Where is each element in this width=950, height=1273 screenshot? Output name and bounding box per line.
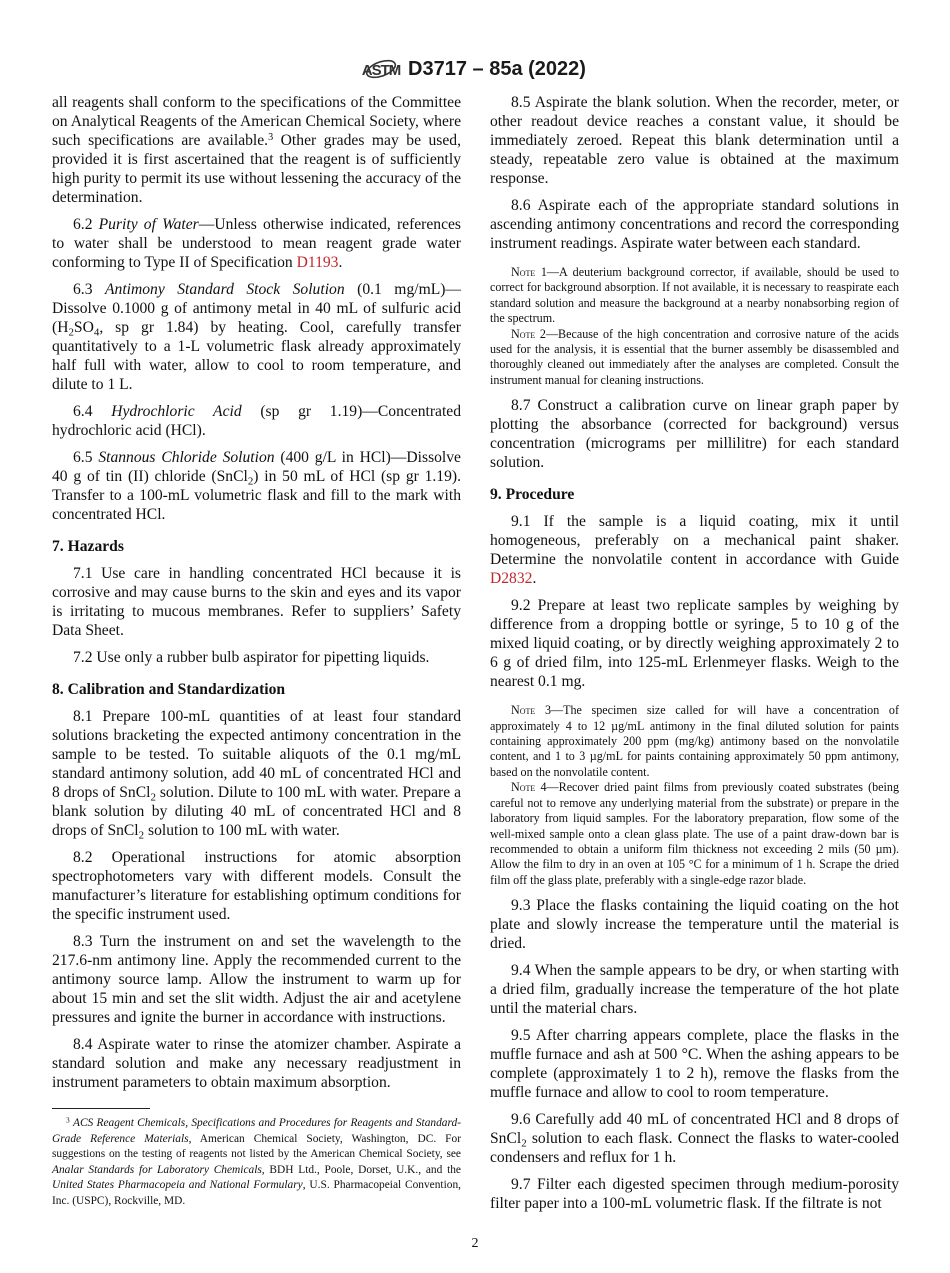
svg-text:ASTM: ASTM: [361, 62, 401, 79]
text-run: all reagents shall conform to the specifications of the Committee on Analytical Reagents of the American Chemical Society, where such specifications are available.: [52, 94, 461, 149]
paragraph: [490, 512, 899, 588]
note-label: Note: [511, 326, 536, 341]
subscript: 2: [247, 475, 254, 488]
paragraph: [52, 448, 461, 524]
text-run: Other grades may be used, provided it is first ascertained that the reagent is of sufficiently high purity to permit its use without lessening the accuracy of the determination.: [52, 132, 461, 206]
paragraph: [490, 1110, 899, 1167]
text-run: 4—Recover dried paint films from previously coated substrates (being careful not to remove any underlying material from the substrate) or prepare in the laboratory from liquid samples. For the laboratory preparation, flow some of the well-mixed sample onto a clean glass plate. The use of a paint draw-down bar is recommended to obtain a uniform film thickness not exceeding 2 mils (50 µm). Allow the film to dry in an oven at 105 °C for a minimum of 1 h. Scrape the dried film off the glass plate, preferably with a single-edge razor blade.: [490, 780, 899, 887]
text-run: 9.2 Prepare at least two replicate samples by weighing by difference from a dropping bottle or syringe, 5 to 10 g of the mixed liquid coating, or by directly weighing approximately 2 to 6 g of dried film, into 125-mL Erlenmeyer flasks. Weigh to the nearest 0.1 mg.: [490, 597, 899, 691]
text-run: 6.5: [73, 449, 99, 466]
text-run: 7.2 Use only a rubber bulb aspirator for pipetting liquids.: [73, 649, 430, 666]
standard-reference-link[interactable]: D2832: [490, 570, 533, 588]
subscript: 2: [138, 829, 145, 842]
text-run: 9.6 Carefully add 40 mL of concentrated HCl and 8 drops of SnCl: [490, 1111, 899, 1148]
text-run: solution. Dilute to 100 mL with water. Prepare a blank solution by diluting 40 mL of concentrated HCl and 8 drops of SnCl: [52, 784, 461, 839]
text-run: .: [338, 254, 343, 271]
text-run: , U.S. Pharmacopeial Convention, Inc. (USPC), Rockville, MD.: [52, 1179, 462, 1207]
paragraph: [52, 848, 461, 924]
two-column-body: [0, 93, 899, 1221]
text-run: 8.1 Prepare 100-mL quantities of at least four standard solutions bracketing the expected antimony concentration in the sample to be tested. To suitable aliquots of the 0.1 mg/mL standard antimony solution, add 40 mL of concentrated HCl and 8 drops of SnCl: [52, 708, 461, 801]
footnote-marker: 3: [66, 1115, 70, 1125]
text-run: (sp gr 1.19)—Concentrated hydrochloric acid (HCl).: [52, 403, 462, 439]
text-run: 8. Calibration and Standardization: [52, 681, 286, 698]
note-label: Note: [511, 265, 536, 279]
text-run: 2—Because of the high concentration and corrosive nature of the acids used for the analysis, it is essential that the burner assembly be disassembled and thoroughly cleaned out immediately after the analyses are completed. Consult the instrument manual for cleaning instructions.: [490, 326, 899, 387]
text-run: 9.7 Filter each digested specimen through medium-porosity filter paper into a 100-mL volumetric flask. If the filtrate is not: [490, 1176, 899, 1213]
note-label: Note: [511, 780, 536, 795]
paragraph: [52, 648, 461, 667]
paragraph: [490, 596, 899, 691]
section-heading: [52, 680, 461, 699]
text-run: 3—The specimen size called for will have a concentration of approximately 4 to 12 µg/mL antimony in the final diluted solution for paints containing approximately 200 ppm (mg/kg) antimony based on the nonvolatile content, and 1 to 3 µg/mL for paints containing approximately 50 ppm antimony, based on the nonvolatile content.: [490, 703, 899, 779]
text-run: , BDH Ltd., Poole, Dorset, U.K., and the: [261, 1163, 461, 1176]
note: [490, 703, 899, 780]
text-run: 6.3: [73, 281, 105, 298]
text-run: .: [532, 570, 537, 588]
left-column-text: [52, 93, 461, 1092]
standard-reference-link[interactable]: D1193: [296, 254, 339, 271]
page-header: [0, 0, 950, 93]
text-run: 7.1 Use care in handling concentrated HCl because it is corrosive and may cause burns to the skin and eyes and its vapor is irritating to mucous membranes. Refer to suppliers’ Safety Data Sheet.: [52, 565, 461, 639]
text-run: 8.5 Aspirate the blank solution. When the recorder, meter, or other readout device reaches a constant value, it should be immediately zeroed. Repeat this blank determination until a steady, repeatable zero value is obtained at the maximum response.: [490, 94, 899, 187]
note-label: Note: [511, 703, 536, 718]
text-run: 6.4: [73, 403, 112, 420]
paragraph: [490, 196, 899, 253]
paragraph: [490, 961, 899, 1018]
subscript: 2: [150, 791, 156, 804]
paragraph: [52, 564, 461, 640]
subscript: 4: [93, 326, 100, 339]
note: [490, 265, 899, 327]
paragraph-continued: [52, 93, 461, 207]
text-run: 9.4 When the sample appears to be dry, or when starting with a dried film, gradually increase the temperature of the hot plate until the material chars.: [490, 962, 899, 1018]
standard-designation: D3717 – 85a (2022): [408, 57, 586, 80]
italic-term: Purity of Water: [98, 216, 199, 233]
text-run: 6.2: [73, 216, 99, 233]
text-run: ) in 50 mL of HCl (sp gr 1.19). Transfer to a 100-mL volumetric flask and fill to the mark with concentrated HCl.: [52, 468, 461, 523]
paragraph: [490, 93, 899, 188]
italic-term: Antimony Standard Stock Solution: [105, 281, 345, 298]
italic-term: Stannous Chloride Solution: [98, 449, 275, 466]
right-column: [490, 93, 899, 1221]
footnote-3: [52, 1116, 461, 1210]
italic-term: Analar Standards for Laboratory Chemicals: [52, 1163, 262, 1176]
subscript: 2: [68, 326, 74, 339]
text-run: 8.3 Turn the instrument on and set the wavelength to the 217.6-nm antimony line. Apply the recommended current to the antimony source lamp. Allow the instrument to warm up for about 15 min and set the slit width. Adjust the air and acetylene pressures and ignite the burner in accordance with instructions.: [52, 933, 461, 1026]
page-number: 2: [471, 1236, 479, 1252]
note: [490, 327, 899, 389]
left-column: [52, 93, 461, 1210]
paragraph: [52, 402, 461, 440]
footnote-marker: 3: [268, 131, 274, 143]
paragraph: [490, 396, 899, 472]
text-run: 9.3 Place the flasks containing the liquid coating on the hot plate and slowly increase the temperature until the material is dried.: [490, 897, 899, 953]
text-run: —Unless otherwise indicated, references to water shall be understood to mean reagent grade water conforming to Type II of Specification: [52, 216, 462, 271]
text-run: , sp gr 1.84) by heating. Cool, carefully transfer quantitatively to a 1-L volumetric flask already approximately half full with water, allow to cool to room temperature, and dilute to 1 L.: [52, 319, 461, 393]
italic-term: United States Pharmacopeia and National Formulary: [52, 1179, 303, 1192]
text-run: SO: [73, 319, 94, 336]
text-run: solution to 100 mL with water.: [144, 822, 340, 839]
text-run: 9. Procedure: [490, 486, 575, 504]
text-run: 1—A deuterium background corrector, if available, should be used to correct for background absorption. If not available, it is necessary to reaspirate each standard solution and measure the background at a nearby nonabsorbing region of the spectrum.: [490, 265, 899, 326]
text-run: 8.7 Construct a calibration curve on linear graph paper by plotting the absorbance (corrected for background) versus concentration (micrograms per millilitre) for each standard solution.: [490, 397, 899, 472]
text-run: , American Chemical Society, Washington, DC. For suggestions on the testing of reagents not listed by the American Chemical Society, see: [52, 1132, 462, 1161]
text-run: solution to each flask. Connect the flasks to water-cooled condensers and reflux for 1 h.: [490, 1130, 899, 1167]
paragraph: [52, 1035, 461, 1092]
italic-term: ACS Reagent Chemicals, Specifications and Procedures for Reagents and Standard-Grade Reference Materials: [52, 1117, 461, 1145]
paragraph: [52, 707, 461, 840]
note: [490, 780, 899, 888]
text-run: 9.5 After charring appears complete, place the flasks in the muffle furnace and ash at 500 °C. When the ashing appears to be complete (approximately 1 to 2 h), remove the flasks from the muffle furnace and allow to cool to room temperature.: [490, 1027, 899, 1102]
astm-logo-icon: [361, 54, 401, 84]
section-heading: [490, 485, 899, 504]
text-run: 8.6 Aspirate each of the appropriate standard solutions in ascending antimony concentrations and record the corresponding instrument readings. Aspirate water between each standard.: [490, 197, 899, 252]
subscript: 2: [521, 1137, 527, 1150]
text-run: 9.1 If the sample is a liquid coating, mix it until homogeneous, preferably on a mechanical paint shaker. Determine the nonvolatile content in accordance with Guide: [490, 513, 899, 569]
text-run: 8.4 Aspirate water to rinse the atomizer chamber. Aspirate a standard solution and make any necessary readjustment in instrument parameters to obtain maximum absorption.: [52, 1036, 461, 1091]
paragraph: [52, 280, 461, 394]
paragraph: [52, 932, 461, 1027]
text-run: 7. Hazards: [52, 538, 124, 555]
text-run: (400 g/L in HCl)—Dissolve 40 g of tin (II) chloride (SnCl: [52, 449, 461, 485]
footnote-divider: [52, 1108, 150, 1109]
paragraph: [52, 215, 461, 272]
section-heading: [52, 537, 461, 556]
paragraph: [490, 1175, 899, 1213]
paragraph: [490, 1026, 899, 1102]
text-run: 8.2 Operational instructions for atomic absorption spectrophotometers vary with different models. Consult the manufacturer’s literature for establishing optimum conditions for the specific instrument used.: [52, 849, 461, 923]
italic-term: Hydrochloric Acid: [111, 403, 242, 420]
text-run: (0.1 mg/mL)—Dissolve 0.1000 g of antimony metal in 40 mL of sulfuric acid (H: [52, 281, 462, 336]
paragraph: [490, 896, 899, 953]
